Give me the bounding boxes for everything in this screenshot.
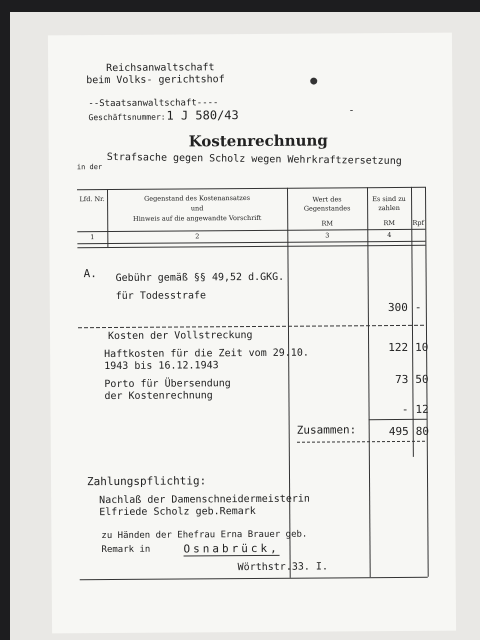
col1-header: Lfd. Nr.	[79, 195, 105, 204]
col2-header-3: Hinweis auf die angewandte Vorschrift	[132, 213, 262, 223]
total-label: Zusammen:	[296, 423, 357, 437]
subject-text: Strafsache gegen Scholz wegen Wehrkraftzersetzung	[106, 151, 402, 168]
subject-prefix: in der	[76, 163, 103, 172]
item2: Kosten der Vollstreckung	[107, 329, 253, 343]
payer-heading: Zahlungspflichtig:	[86, 474, 207, 489]
hole-punch-mark	[310, 78, 317, 85]
col-number-2: 2	[195, 232, 200, 241]
case-number: 1 J 580/43	[166, 108, 239, 123]
col2-header-2: und	[190, 204, 204, 213]
double-line	[77, 245, 425, 248]
amount-3-rpf: 10	[415, 340, 429, 354]
col2-header-1: Gegenstand des Kostenansatzes	[144, 194, 251, 203]
item3-line1: Haftkosten für die Zeit vom 29.10.	[104, 347, 309, 361]
amount-1-rpf: -	[414, 300, 422, 314]
amount-3-rm: 122	[388, 340, 409, 355]
document-sheet	[48, 33, 456, 634]
court-name: Reichsanwaltschaft	[106, 62, 215, 75]
table-bottom-line	[80, 577, 428, 580]
payer-city: Osnabrück,	[183, 541, 280, 556]
item4-line1: Porto für Übersendung	[104, 378, 231, 391]
item1-line1: Gebühr gemäß §§ 49,52 d.GKG.	[115, 271, 285, 284]
col-number-3: 3	[325, 231, 330, 240]
payer-line5: Wörthstr.33. I.	[237, 561, 328, 574]
col3-unit: RM	[321, 219, 334, 228]
col4-unit: RM	[383, 218, 396, 228]
col3-header: Wert des Gegenstandes	[303, 195, 351, 213]
amount-5-rm: -	[401, 402, 409, 416]
dash-mark: -	[348, 105, 355, 117]
col-divider-1	[107, 189, 108, 247]
total-rm: 495	[388, 424, 409, 439]
payer-line1: Nachlaß der Damenschneidermeisterin	[99, 493, 310, 507]
document-title: Kostenrechnung	[188, 131, 328, 151]
dashed-separator	[78, 325, 426, 328]
item4-line2: der Kostenrechnung	[104, 390, 213, 403]
col-number-4: 4	[387, 231, 392, 240]
col4-header: Es sind zu zahlen	[372, 194, 406, 213]
col5-unit: Rpf	[412, 218, 424, 227]
case-number-label: Geschäftsnummer:	[88, 112, 166, 123]
total-top-line	[369, 419, 427, 420]
table-top-line	[77, 187, 425, 190]
amount-5-rpf: 12	[415, 402, 429, 416]
payer-line3: zu Händen der Ehefrau Erna Brauer geb.	[101, 529, 308, 542]
book-page	[10, 12, 480, 640]
total-underline	[297, 441, 427, 443]
payer-line2: Elfriede Scholz geb.Remark	[99, 505, 256, 519]
amount-1-rm: 300	[387, 300, 408, 315]
item3-line2: 1943 bis 16.12.1943	[104, 360, 219, 373]
prosecutor-line: --Staatsanwaltschaft----	[88, 98, 219, 110]
amount-4-rpf: 50	[415, 372, 429, 386]
amount-4-rm: 73	[395, 372, 409, 387]
item1-line2: für Todesstrafe	[115, 290, 207, 302]
col-number-1: 1	[90, 233, 95, 242]
row-label: A.	[83, 267, 97, 281]
court-name-2: beim Volks- gerichtshof	[86, 74, 225, 87]
total-rpf: 80	[415, 424, 429, 438]
payer-line4: Remark in	[101, 544, 151, 556]
